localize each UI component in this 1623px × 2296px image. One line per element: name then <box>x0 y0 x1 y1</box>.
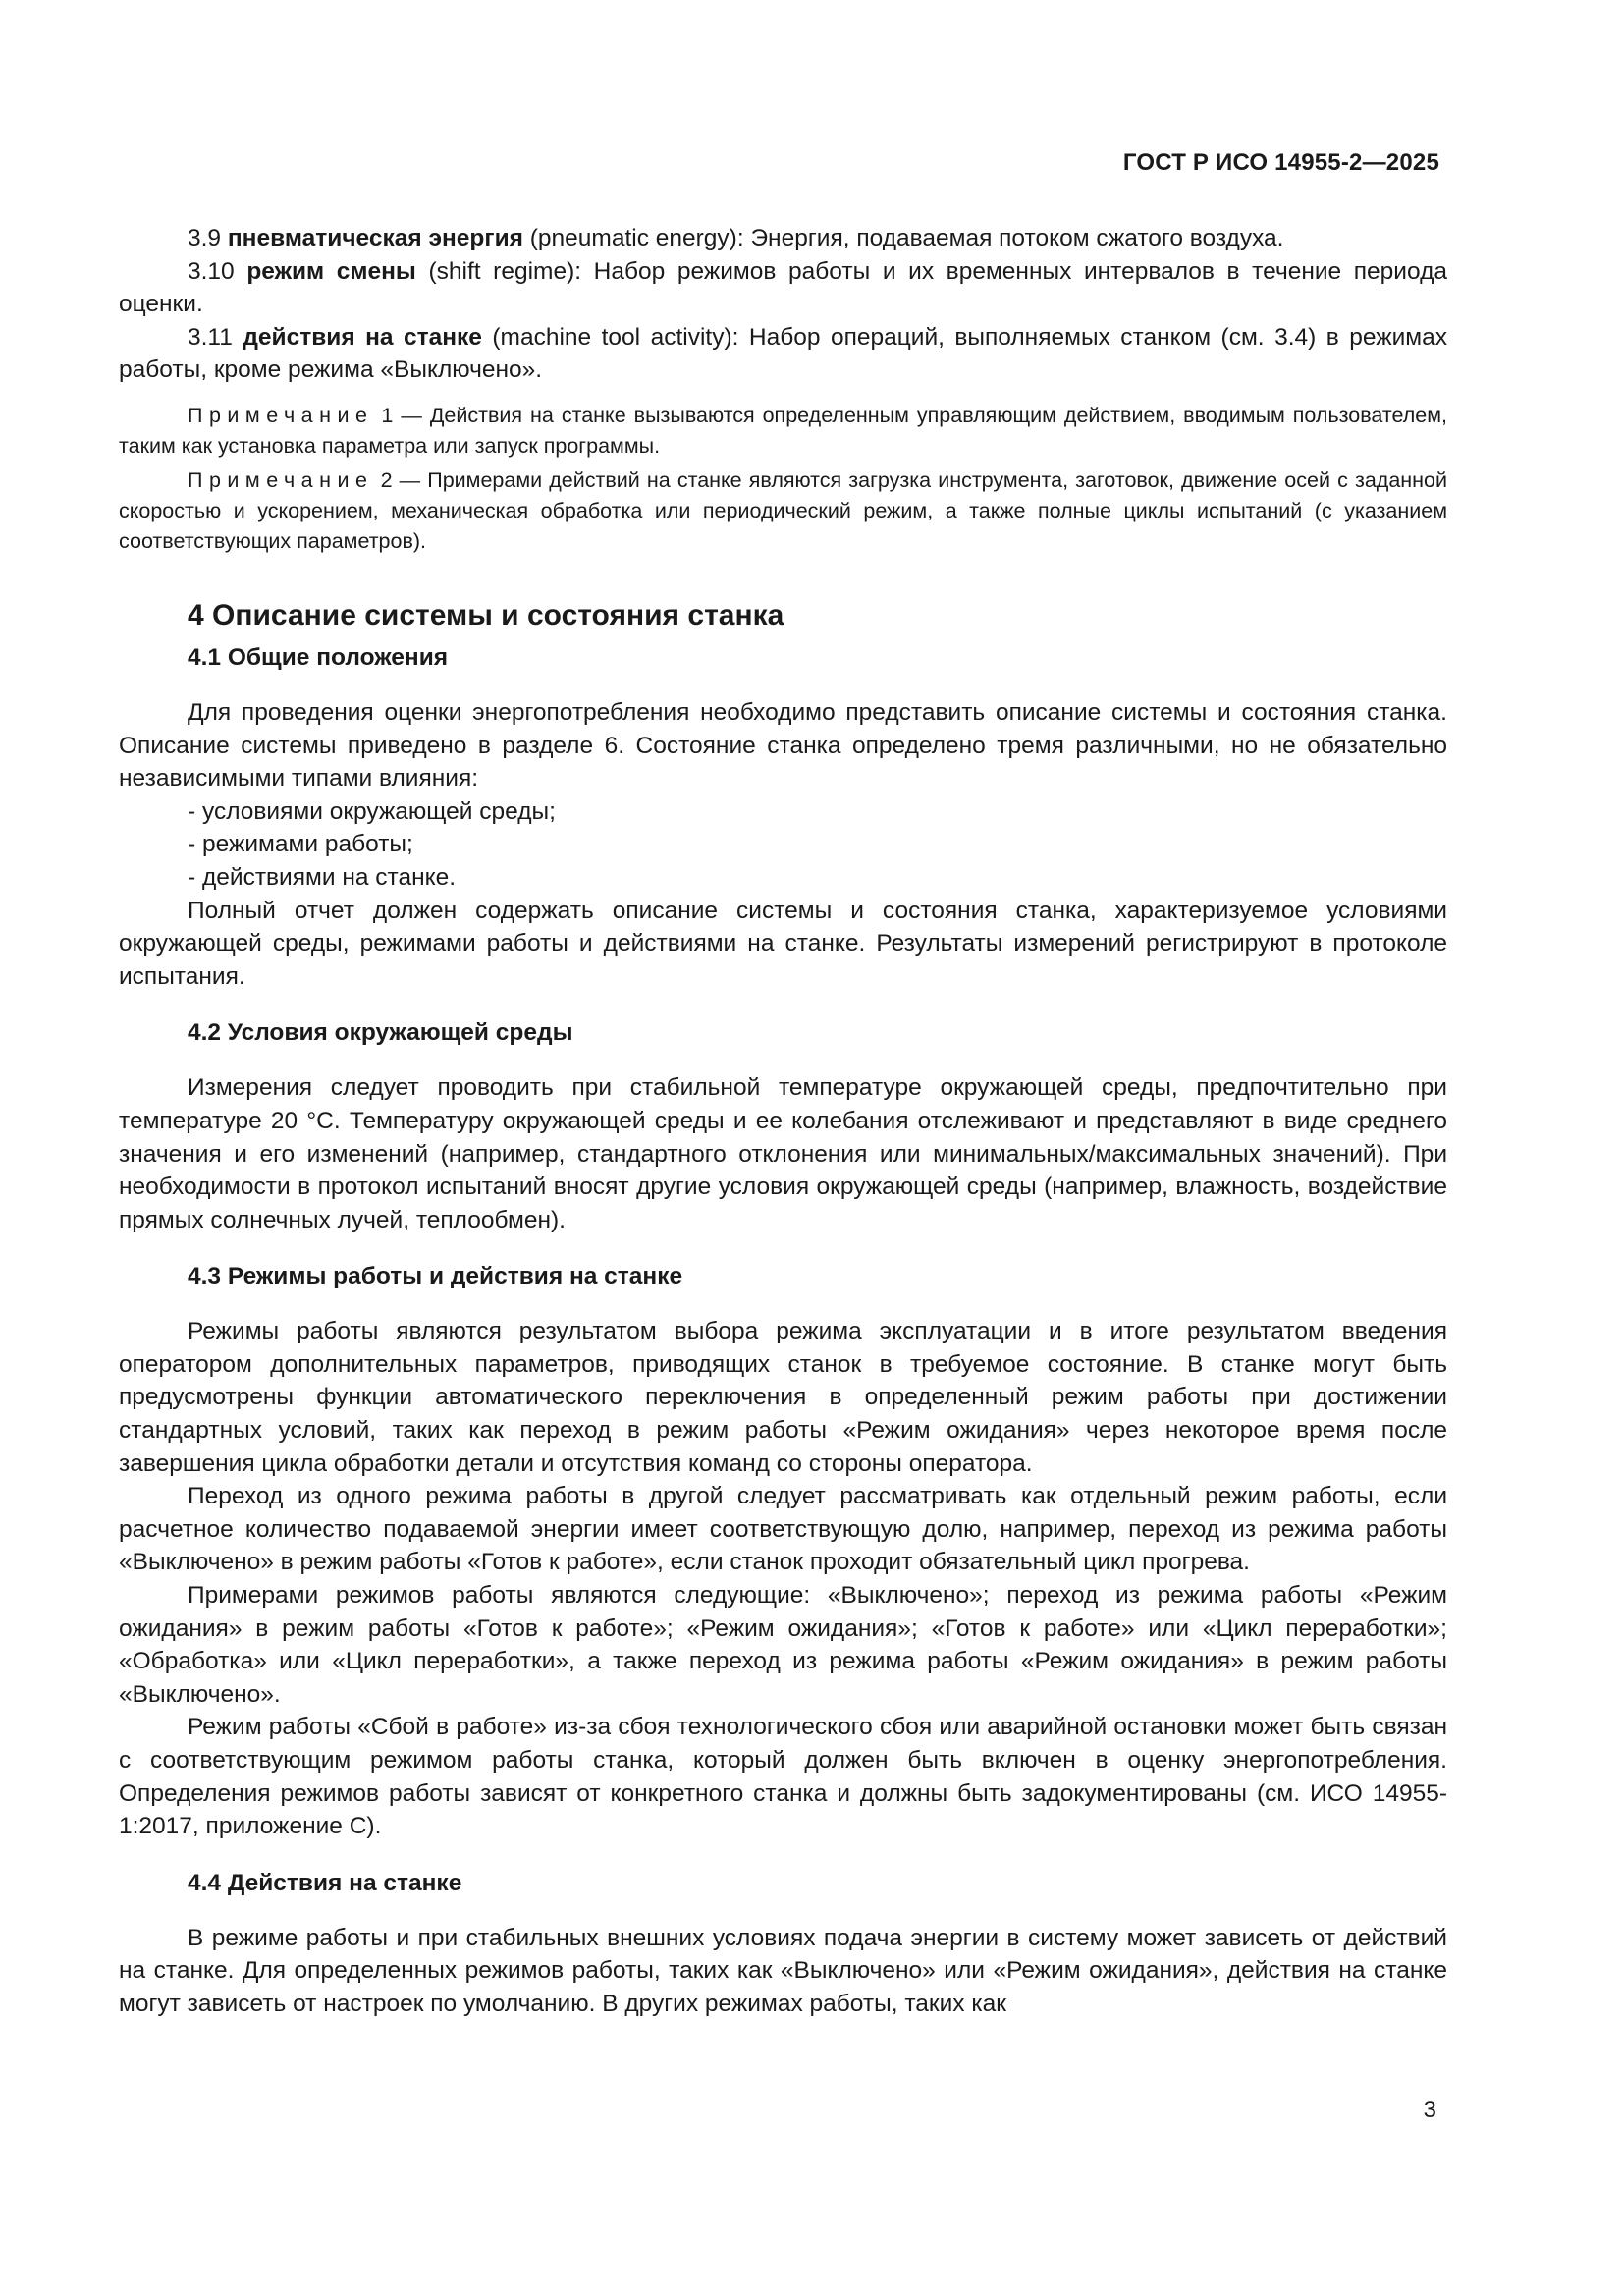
paragraph: Режимы работы являются результатом выбора режима эксплуатации и в итоге результатом введения оператором дополнительных параметров, приводящих станок в требуемое состояние. В станке могут быть предусмотрены функции автоматического переключения в определенный режим работы при достижении стандартных условий, таких как переход в режим работы «Режим ожидания» через некоторое время после завершения цикла обработки детали и отсутствия команд со стороны оператора. <box>119 1318 1447 1477</box>
term-definition: 3.11 действия на станке (machine tool activity): Набор операций, выполняемых станком (см. 3.4) в режимах работы, кроме режима «Выключено». <box>119 323 1447 384</box>
page-content <box>119 222 1447 2021</box>
paragraph: Режим работы «Сбой в работе» из-за сбоя технологического сбоя или аварийной остановки может быть связан с соответствующим режимом работы станка, который должен быть включен в оценку энергопотребления. Определения режимов работы зависят от конкретного станка и должны быть задокументированы (см. ИСО 14955-1:2017, приложение С). <box>119 1714 1447 1840</box>
subsection-heading: 4.3 Режимы работы и действия на станке <box>188 1263 683 1290</box>
subsection-heading: 4.1 Общие положения <box>188 643 449 671</box>
note: Примечание 2 — Примерами действий на станке являются загрузка инструмента, заготовок, движение осей с заданной скоростью и ускорением, механическая обработка или периодический режим, а также полные циклы испытаний (с указанием соответствующих параметров). <box>119 467 1447 553</box>
paragraph: Для проведения оценки энергопотребления необходимо представить описание системы и состояния станка. Описание системы приведено в разделе 6. Состояние станка определено тремя различными, но не обязательно независимыми типами влияния: <box>119 698 1447 793</box>
paragraph: Примерами режимов работы являются следующие: «Выключено»; переход из режима работы «Режим ожидания» в режим работы «Готов к работе»; «Режим ожидания»; «Готов к работе» или «Цикл переработки»; «Обработка» или «Цикл переработки», а также переход из режима работы «Режим ожидания» в режим работы «Выключено». <box>119 1582 1447 1708</box>
list-item: - действиями на станке. <box>188 863 457 891</box>
document-header: ГОСТ Р ИСО 14955-2—2025 <box>1122 149 1439 176</box>
list-item: - режимами работы; <box>188 831 413 858</box>
paragraph: Переход из одного режима работы в другой следует рассматривать как отдельный режим работы, если расчетное количество подаваемой энергии имеет соответствующую долю, например, переход из режима работы «Выключено» в режим работы «Готов к работе», если станок проходит обязательный цикл прогрева. <box>119 1483 1447 1576</box>
note: Примечание 1 — Действия на станке вызываются определенным управляющим действием, вводимым пользователем, таким как установка параметра или запуск программы. <box>119 403 1448 458</box>
subsection-heading: 4.4 Действия на станке <box>188 1869 462 1896</box>
term-definition: 3.9 пневматическая энергия (pneumatic energy): Энергия, подаваемая потоком сжатого воздуха. <box>188 225 1284 251</box>
list-item: - условиями окружающей среды; <box>188 797 556 825</box>
paragraph: Измерения следует проводить при стабильной температуре окружающей среды, предпочтительно при температуре 20 °С. Температуру окружающей среды и ее колебания отслеживают и представляют в виде среднего значения и его изменений (например, стандартного отклонения или минимальных/максимальных значений). При необходимости в протокол испытаний вносят другие условия окружающей среды (например, влажность, воздействие прямых солнечных лучей, теплообмен). <box>119 1074 1447 1233</box>
paragraph: Полный отчет должен содержать описание системы и состояния станка, характеризуемое условиями окружающей среды, режимами работы и действиями на станке. Результаты измерений регистрируют в протоколе испытания. <box>119 897 1447 990</box>
page-number: 3 <box>1423 2097 1436 2123</box>
term-definition: 3.10 режим смены (shift regime): Набор режимов работы и их временных интервалов в течение периода оценки. <box>119 257 1447 318</box>
subsection-heading: 4.2 Условия окружающей среды <box>188 1019 573 1047</box>
section-heading: 4 Описание системы и состояния станка <box>188 598 784 631</box>
paragraph: В режиме работы и при стабильных внешних условиях подача энергии в систему может зависеть от действий на станке. Для определенных режимов работы, таких как «Выключено» или «Режим ожидания», действия на станке могут зависеть от настроек по умолчанию. В других режимах работы, таких как <box>119 1924 1447 2017</box>
